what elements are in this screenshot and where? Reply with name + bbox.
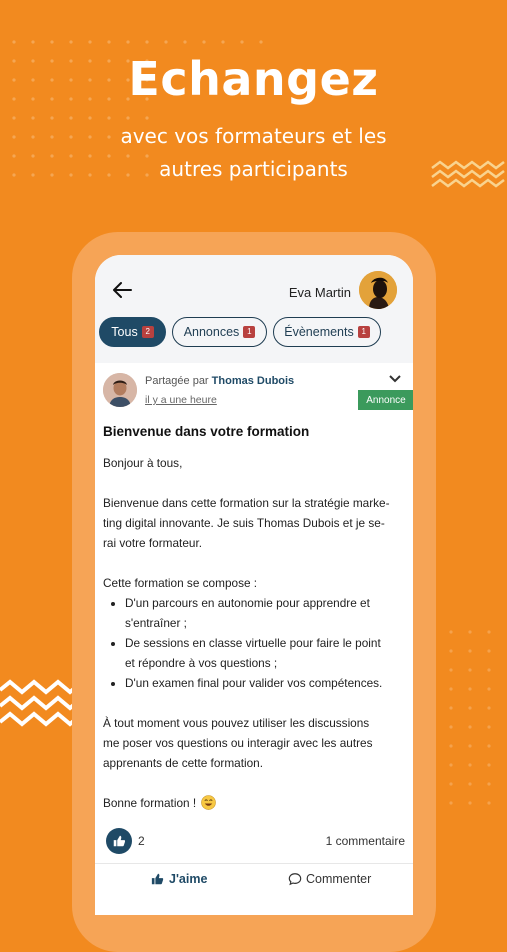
tab-events[interactable] [273, 317, 381, 347]
user-avatar-image [359, 271, 397, 309]
hero-subtitle-line1: avec vos formateurs et les [120, 124, 387, 148]
announcement-tag: Annonce [358, 390, 413, 410]
tab-all-badge: 2 [142, 326, 154, 338]
post-bullet-list [103, 593, 409, 693]
like-indicator [106, 828, 132, 854]
post-intro-line1: Bienvenue dans cette formation sur la stratégie marke- [103, 496, 390, 510]
post-closing-row [103, 793, 409, 813]
post-intro-line2: ting digital innovante. Je suis Thomas Dubois et je se- [103, 516, 385, 530]
chevron-down-icon[interactable] [388, 373, 402, 385]
list-item: • D'un parcours en autonomie pour apprendre et s'entraîner ; [125, 593, 409, 633]
comments-count[interactable]: 1 commentaire [325, 834, 405, 848]
shared-by [145, 375, 294, 387]
app-screen [95, 255, 413, 915]
like-button-label: J'aime [169, 872, 208, 886]
tab-announcements[interactable] [172, 317, 267, 347]
like-count: 2 [138, 834, 145, 848]
post-compose: Cette formation se compose : [103, 576, 258, 590]
hero-subtitle [0, 120, 507, 186]
post-intro-line3: rai votre formateur. [103, 536, 203, 550]
thumbs-up-icon [112, 834, 126, 848]
list-item: • De sessions en classe virtuelle pour faire le point et répondre à vos questions ; [125, 633, 409, 673]
hero-subtitle-line2: autres participants [159, 157, 348, 181]
author-name-link[interactable]: Thomas Dubois [211, 375, 295, 387]
comment-button[interactable] [288, 872, 371, 886]
post-time[interactable]: il y a une heure [145, 394, 217, 406]
tab-announcements-badge: 1 [243, 326, 255, 338]
thumbs-up-icon [151, 872, 165, 886]
author-avatar-image [103, 373, 137, 407]
tab-all-label: Tous [111, 325, 138, 339]
post-card [95, 363, 413, 915]
post-body [103, 453, 409, 813]
top-bar [95, 255, 413, 363]
tab-events-label: Évènements [284, 325, 354, 339]
hero-title: Echangez [128, 52, 379, 106]
smile-emoji-icon [201, 795, 216, 810]
tab-all[interactable] [99, 317, 166, 347]
post-outro-line1: À tout moment vous pouvez utiliser les discussions [103, 716, 370, 730]
shared-by-prefix: Partagée par [145, 375, 209, 387]
tab-events-badge: 1 [358, 326, 370, 338]
back-arrow-icon[interactable] [111, 279, 133, 301]
list-item: • D'un examen final pour valider vos compétences. [125, 673, 409, 693]
post-title: Bienvenue dans votre formation [103, 424, 310, 439]
comment-button-label: Commenter [306, 872, 372, 886]
tab-announcements-label: Annonces [183, 325, 240, 339]
user-name: Eva Martin [288, 285, 351, 300]
post-outro-line3: apprenants de cette formation. [103, 756, 264, 770]
like-button[interactable] [151, 872, 207, 886]
post-outro-line2: me poser vos questions ou interagir avec les autres [103, 736, 373, 750]
post-greeting: Bonjour à tous, [103, 456, 183, 470]
post-closing: Bonne formation ! [103, 796, 197, 810]
comment-bubble-icon [288, 872, 302, 886]
author-avatar[interactable] [103, 373, 137, 407]
user-avatar[interactable] [359, 271, 397, 309]
actions-divider [95, 863, 413, 864]
